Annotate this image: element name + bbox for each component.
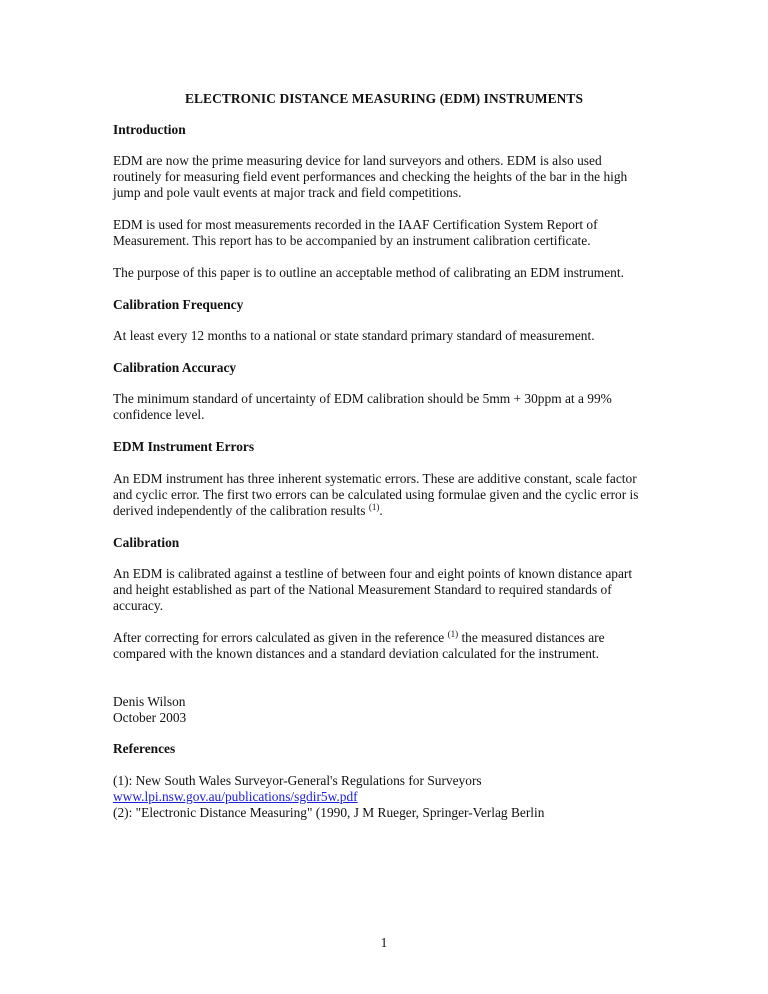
errors-paragraph-end: .: [379, 503, 383, 519]
page-number: 1: [380, 935, 388, 950]
reference-1-link[interactable]: www.lpi.nsw.gov.au/publications/sgdir5w.pdf: [113, 789, 358, 804]
accuracy-paragraph: The minimum standard of uncertainty of EDM calibration should be 5mm + 30ppm at a 99% confidence level.: [113, 391, 612, 423]
errors-paragraph: [113, 471, 643, 520]
reference-1: (1): New South Wales Surveyor-General's Regulations for Surveyors: [113, 773, 482, 788]
author-date: October 2003: [113, 710, 187, 725]
document-title: ELECTRONIC DISTANCE MEASURING (EDM) INSTRUMENTS: [184, 91, 584, 106]
reference-1-link-line: [113, 789, 643, 805]
reference-marker: (1): [447, 629, 459, 639]
reference-marker: (1): [368, 502, 380, 513]
author-name: Denis Wilson: [113, 694, 186, 709]
heading-calibration-accuracy: Calibration Accuracy: [113, 360, 237, 375]
errors-paragraph-text: An EDM instrument has three inherent systematic errors. These are additive constant, scale factor and cyclic error. The first two errors can be calculated using formulae given and the cyclic error is derived independently of the calibration results: [113, 471, 639, 519]
intro-paragraph-1: EDM are now the prime measuring device for land surveyors and others. EDM is also used routinely for measuring field event performances and checking the heights of the bar in the high jump and pole vault events at major track and field competitions.: [113, 153, 628, 201]
reference-2: (2): "Electronic Distance Measuring" (1990, J M Rueger, Springer-Verlag Berlin: [113, 805, 545, 820]
calibration-paragraph-2-end: the measured distances are compared with the known distances and a standard deviation calculated for the instrument.: [113, 630, 605, 662]
intro-paragraph-3: The purpose of this paper is to outline an acceptable method of calibrating an EDM instrument.: [113, 265, 624, 280]
frequency-paragraph: At least every 12 months to a national or state standard primary standard of measurement.: [113, 328, 595, 343]
intro-paragraph-2: EDM is used for most measurements recorded in the IAAF Certification System Report of Measurement. This report has to be accompanied by an instrument calibration certificate.: [113, 217, 598, 249]
calibration-paragraph-1: An EDM is calibrated against a testline of between four and eight points of known distance apart and height established as part of the National Measurement Standard to required standards of accuracy.: [113, 566, 633, 614]
calibration-paragraph-2-start: After correcting for errors calculated as given in the reference: [113, 630, 448, 645]
heading-edm-instrument-errors: EDM Instrument Errors: [113, 439, 255, 454]
heading-calibration: Calibration: [113, 535, 180, 550]
heading-references: References: [113, 741, 176, 756]
calibration-paragraph-2: [113, 630, 643, 662]
heading-introduction: Introduction: [113, 122, 186, 137]
heading-calibration-frequency: Calibration Frequency: [113, 297, 244, 312]
